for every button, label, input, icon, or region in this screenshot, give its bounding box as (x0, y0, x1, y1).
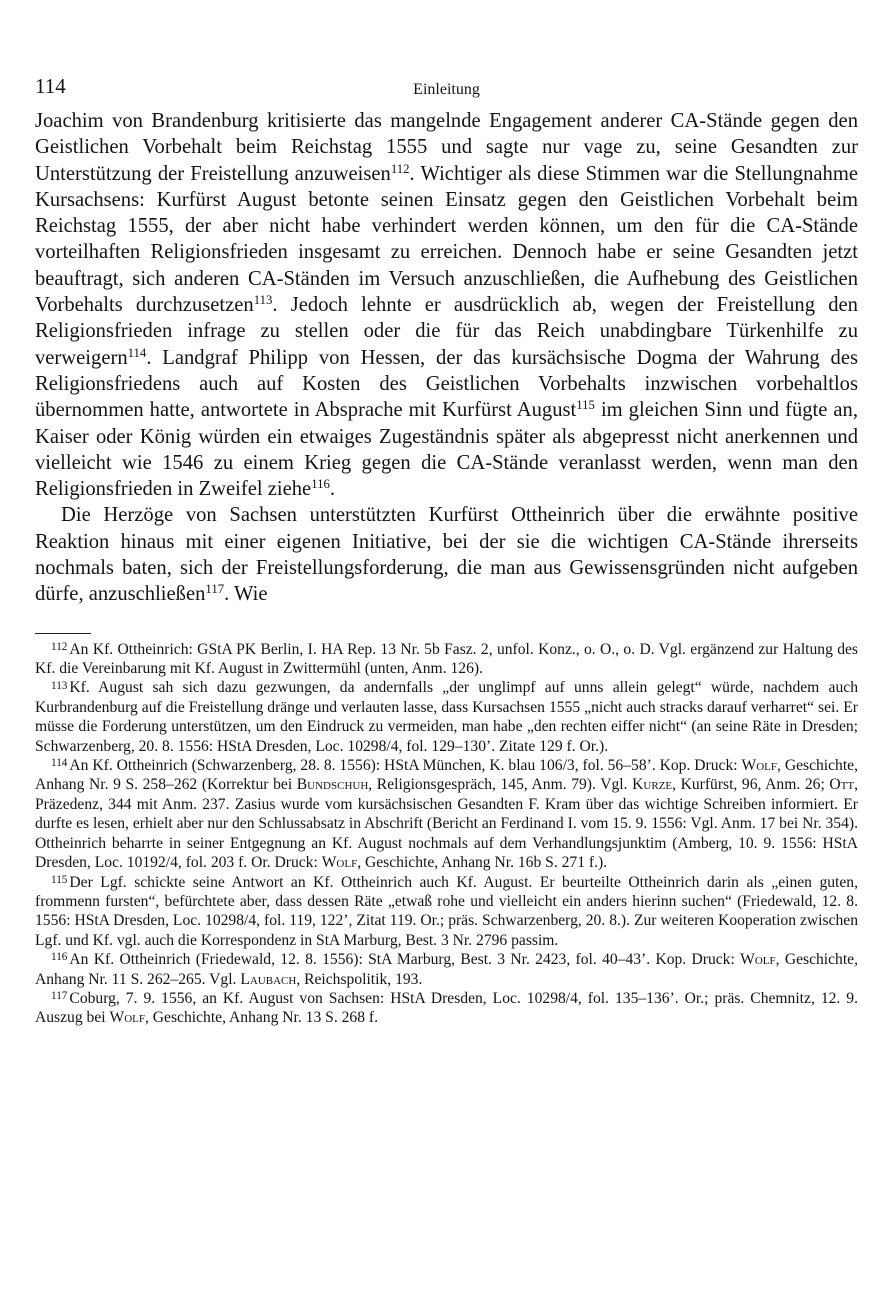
author-kurze: Kurze (632, 776, 673, 794)
author-bundschuh: Bundschuh (296, 776, 369, 794)
footnote-divider (35, 633, 91, 634)
paragraph-2: Die Herzöge von Sachsen unterstützten Kurfürst Ottheinrich über die erwähnte positive Reaktion hinaus mit einer eigenen Initiative, bei der sie die wichtigen CA-Stände ihrerseits nochmals baten, sich der Freistellungsforderung, die man aus Gewissensgründen nicht aufgeben dürfe, anzuschließen$^{117}$. Wie (35, 504, 858, 606)
footnote-ref-115[interactable]: 115 (576, 398, 595, 413)
author-wolf: Wolf (741, 757, 778, 775)
running-title: Einleitung (413, 81, 480, 98)
author-wolf: Wolf (109, 1009, 145, 1027)
paragraph-1: Joachim von Brandenburg kritisierte das mangelnde Engagement anderer CA-Stände gegen den Geistlichen Vorbehalt beim Reichstag 1555 und sagte nur vage zu, seine Gesandten zur Unterstützung der Freistellung anzuweisen$^{112}$. Wichtiger als diese Stimmen war die Stellungnahme Kursachsens: Kurfürst August betonte seinen Einsatz gegen den Geistlichen Vorbehalt beim Reichstag 1555, der aber nicht habe verhindert werden können, um den für die CA-Stände vorteilhaften Religionsfrieden insgesamt zu erreichen. Dennoch habe er seine Gesandten jetzt beauftragt, sich anderen CA-Ständen im Versuch anzuschließen, die Aufhebung des Geistlichen Vorbehalts durchzusetzen$^{113}$. Jedoch lehnte er ausdrücklich ab, wegen der Freistellung den Religionsfrieden infrage zu stellen oder die für das Reich unabdingbare Türkenhilfe zu verweigern$^{114}$. Landgraf Philipp von Hessen, der das kursächsische Dogma der Wahrung des Religionsfriedens auch auf Kosten des Geistlichen Vorbehalts inzwischen vorbehaltlos übernommen hatte, antwortete in Absprache mit Kurfürst August$^{115}$ im gleichen Sinn und fügte an, Kaiser oder König würden ein etwaiges Zugeständnis später als abgepresst nicht anerkennen und vielleicht wie 1546 zu einem Krieg gegen die CA-Stände veranlasst werden, wenn man den Religionsfrieden in Zweifel ziehe$^{116}$. (35, 110, 858, 501)
page (35, 74, 858, 1028)
footnote-ref-116[interactable]: 116 (311, 477, 330, 492)
footnote-ref-113[interactable]: 113 (253, 293, 273, 308)
author-wolf: Wolf (321, 854, 358, 872)
running-header (35, 74, 858, 108)
author-ott: Ott (829, 776, 855, 794)
footnote-113: $^{113}$ Kf. August sah sich dazu gezwungen, da andernfalls „der unglimpf auf unns allein gelegt“ würde, nachdem auch Kurbrandenburg auf die Freistellung dränge und verlauten lasse, dass Kursachsen 1555 „nicht auch stracks darauf verharret“ sei. Er müsse die Forderung unterstützen, um den Eindruck zu vermeiden, man habe „den rechten eiffer nicht“ (an seine Räte in Dresden; Schwarzenberg, 20. 8. 1556: HStA Dresden, Loc. 10298/4, fol. 129–130’. Zitate 129 f. Or.). (35, 679, 858, 755)
page-number: 114 (35, 74, 66, 98)
footnote-ref-112[interactable]: 112 (390, 161, 410, 176)
main-text (35, 108, 858, 608)
footnote-ref-117[interactable]: 117 (205, 582, 225, 597)
footnote-116: $^{116}$ An Kf. Ottheinrich (Friedewald, 12. 8. 1556): StA Marburg, Best. 3 Nr. 2423, fol. 40–43’. Kop. Druck: Wolf, Geschichte, Anhang Nr. 11 S. 262–265. Vgl. Laubach, Reichspolitik, 193. (35, 951, 859, 988)
footnote-114: $^{114}$ An Kf. Ottheinrich (Schwarzenberg, 28. 8. 1556): HStA München, K. blau 106/3, fol. 56–58’. Kop. Druck: Wolf, Geschichte, Anhang Nr. 9 S. 258–262 (Korrektur bei Bundschuh, Religionsgespräch, 145, Anm. 79). Vgl. Kurze, Kurfürst, 96, Anm. 26; Ott, Präzedenz, 344 mit Anm. 237. Zasius wurde vom kursächsischen Gesandten F. Kram über das wichtige Schreiben informiert. Er durfte es lesen, erhielt aber nur den Schlussabsatz in Abschrift (Bericht an Ferdinand I. vom 15. 9. 1556: Vgl. Anm. 17 bei Nr. 354). Ottheinrich beharrte in seiner Entgegnung an Kf. August nochmals auf dem Verhandlungsjunktim (Amberg, 10. 9. 1556: HStA Dresden, Loc. 10192/4, fol. 203 f. Or. Druck: Wolf, Geschichte, Anhang Nr. 16b S. 271 f.). (35, 757, 858, 872)
footnote-112: $^{112}$ An Kf. Ottheinrich: GStA PK Berlin, I. HA Rep. 13 Nr. 5b Fasz. 2, unfol. Konz., o. O., o. D. Vgl. ergänzend zur Haltung des Kf. die Vereinbarung mit Kf. August in Zwittermühl (unten, Anm. 126). (35, 640, 858, 678)
footnotes (35, 640, 858, 1028)
author-laubach: Laubach (240, 970, 297, 988)
author-wolf: Wolf (740, 951, 776, 969)
footnote-117: $^{117}$ Coburg, 7. 9. 1556, an Kf. August von Sachsen: HStA Dresden, Loc. 10298/4, fol. 135–136’. Or.; präs. Chemnitz, 12. 9. Auszug bei Wolf, Geschichte, Anhang Nr. 13 S. 268 f. (35, 989, 858, 1027)
footnote-115: $^{115}$ Der Lgf. schickte seine Antwort an Kf. Ottheinrich auch Kf. August. Er beurteilte Ottheinrich darin als „einen guten, frommenn fursten“, befürchtete aber, dass dessen Räte „etwaß rohe und vielleicht ein anders hierinn suchen“ (Friedewald, 12. 8. 1556: HStA Dresden, Loc. 10298/4, fol. 119, 122’, Zitat 119. Or.; präs. Schwarzenberg, 20. 8.). Zur weiteren Kooperation zwischen Lgf. und Kf. vgl. auch die Korrespondenz in StA Marburg, Best. 3 Nr. 2796 passim. (35, 873, 858, 949)
footnote-ref-114[interactable]: 114 (127, 345, 147, 360)
